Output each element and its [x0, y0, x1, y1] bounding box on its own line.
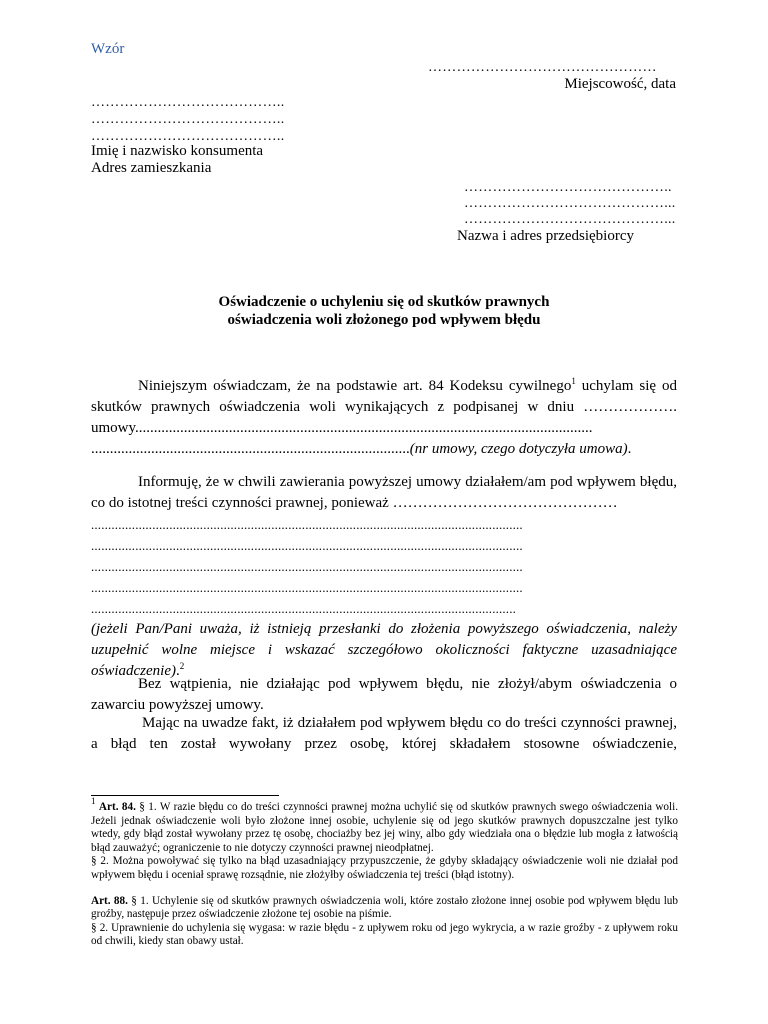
- footnote-1-number: 1: [91, 796, 96, 806]
- business-line-3: ……………………………………...: [464, 212, 676, 227]
- art-84-section-2: § 2. Można powoływać się tylko na błąd uzasadniający przypuszczenie, że gdyby składający oświadczenie woli nie działał pod wpływem błędu i oceniał sprawę rozsądnie, nie złożyłby oświadczenia tej treści (błąd istotny).: [91, 855, 678, 881]
- footnote-1: [91, 796, 679, 949]
- art-88-section-1: § 1. Uchylenie się od skutków prawnych oświadczenia woli, które zostało złożone innej osobie pod wpływem błędu lub groźby, następuje przez oświadczenie złożone tej osobie na piśmie.: [91, 894, 678, 921]
- business-line-2: ……………………………………...: [464, 196, 676, 211]
- fill-line-5: .............................................................................................................................: [91, 601, 516, 616]
- paragraph-1-lead: Niniejszym oświadczam, że na podstawie art. 84 Kodeksu cywilnego: [138, 378, 572, 394]
- consumer-name-label: Imię i nazwisko konsumenta: [91, 143, 264, 159]
- art-88-section-2: § 2. Uprawnienie do uchylenia się wygasa: w razie błędu - z upływem roku od jego wykrycia, a w razie groźby - z upływem roku od chwili, kiedy stan obawy ustał.: [91, 921, 678, 948]
- contract-number-dots: .....................................................................................: [91, 441, 410, 457]
- paragraph-1-end: .: [627, 441, 632, 457]
- paragraph-4-text: Mając na uwadze fakt, iż działałem pod wpływem błędu co do treści czynności prawnej, a błąd ten został wywołany przez osobę, której składałem stosowne oświadczenie,: [91, 715, 677, 752]
- paragraph-2: [91, 472, 677, 682]
- consumer-line-3: …………………………………..: [91, 129, 285, 144]
- consumer-line-1: …………………………………..: [91, 95, 285, 110]
- instruction-note: (jeżeli Pan/Pani uważa, iż istnieją przesłanki do złożenia powyższego oświadczenia, należy uzupełnić wolne miejsce i wskazać szczegółowo okoliczności faktyczne uzasadniające oświadczenie): [91, 621, 677, 679]
- art-84-section-1: § 1. W razie błędu co do treści czynności prawnej można uchylić się od skutków prawnych swego oświadczenia woli. Jeżeli jednak oświadczenie woli było złożone innej osobie, uchylenie się od jego skutków prawnych dopuszczalne jest tylko wtedy, gdy błąd został wywołany przez tę osobę, chociażby bez jej winy, albo gdy wiedziała ona o błędzie lub mogła z łatwością błąd zauważyć; ograniczenie to nie dotyczy czynności prawnej nieodpłatnej.: [91, 801, 679, 854]
- document-title-line-1: Oświadczenie o uchyleniu się od skutków prawnych: [218, 294, 550, 310]
- paragraph-3: [91, 674, 677, 716]
- footnote-ref-1: 1: [571, 376, 576, 386]
- fill-line-1: ...............................................................................................................................: [91, 517, 523, 532]
- paragraph-1-rest: uchylam się od skutków prawnych oświadczenia woli wynikających z podpisanej w dniu ………………. umowy..........................................................................................................................: [91, 378, 677, 436]
- footnote-ref-2: 2: [179, 661, 185, 671]
- paragraph-3-text: Bez wątpienia, nie działając pod wpływem błędu, nie złożył/abym oświadczenia o zawarciu powyższej umowy.: [91, 676, 677, 713]
- business-line-1: ……………………………………..: [464, 180, 672, 195]
- document-title-line-2: oświadczenia woli złożonego pod wpływem błędu: [227, 312, 541, 328]
- consumer-address-label: Adres zamieszkania: [91, 160, 212, 176]
- paragraph-1: [91, 376, 677, 460]
- paragraph-4: [91, 713, 677, 755]
- contract-number-hint: (nr umowy, czego dotyczyła umowa): [409, 441, 628, 457]
- instruction-note-end: .: [175, 663, 180, 679]
- template-label: Wzór: [91, 41, 125, 57]
- art-88-label: Art. 88.: [91, 894, 128, 907]
- fill-line-2: ...............................................................................................................................: [91, 538, 523, 553]
- place-date-field: …………………………………………: [428, 60, 657, 75]
- art-84-label: Art. 84.: [98, 801, 136, 813]
- footnote-separator: [91, 795, 279, 796]
- consumer-line-2: …………………………………..: [91, 112, 285, 127]
- paragraph-2-text: Informuję, że w chwili zawierania powyższej umowy działałem/am pod wpływem błędu, co do istotnej treści czynności prawnej, ponieważ ………………………………………: [91, 474, 677, 511]
- fill-line-3: ...............................................................................................................................: [91, 559, 523, 574]
- fill-line-4: ...............................................................................................................................: [91, 580, 523, 595]
- place-date-label: Miejscowość, data: [564, 76, 676, 92]
- business-label: Nazwa i adres przedsiębiorcy: [457, 228, 634, 244]
